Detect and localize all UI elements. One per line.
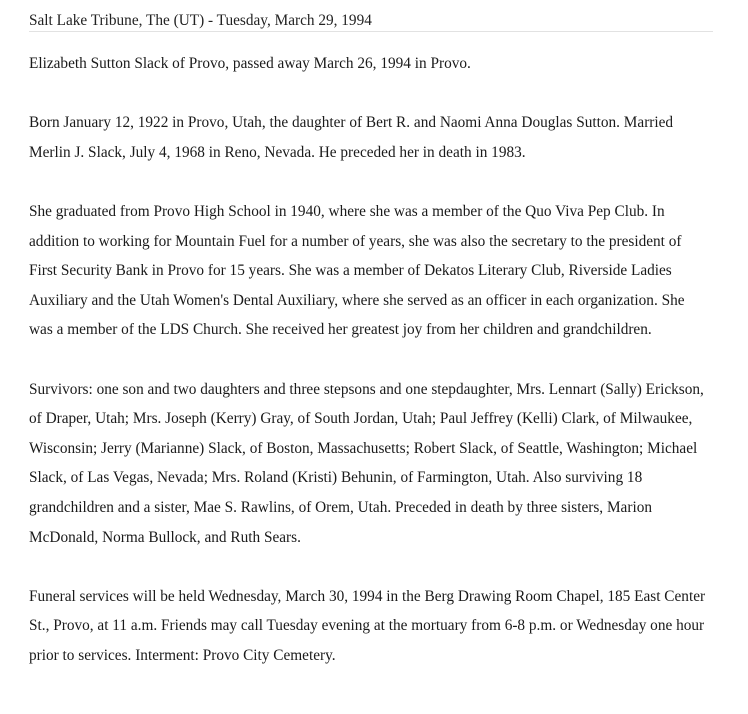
paragraph-birth-marriage: Born January 12, 1922 in Provo, Utah, the daughter of Bert R. and Naomi Anna Douglas Sutton. Married Merlin J. Slack, July 4, 1968 in Reno, Nevada. He preceded her in death in 1983.: [29, 114, 674, 161]
paragraph-funeral-services: Funeral services will be held Wednesday, March 30, 1994 in the Berg Drawing Room Chapel, 185 East Center St., Provo, at 11 a.m. Friends may call Tuesday evening at the mortuary from 6-8 p.m. or Wednesday one hour prior to services. Interment: Provo City Cemetery.: [29, 587, 706, 664]
paragraph-life-career: She graduated from Provo High School in 1940, where she was a member of the Quo Viva Pep Club. In addition to working for Mountain Fuel for a number of years, she was also the secretary to the president of First Security Bank in Provo for 15 years. She was a member of Dekatos Literary Club, Riverside Ladies Auxiliary and the Utah Women's Dental Auxiliary, where she served as an officer in each organization. She was a member of the LDS Church. She received her greatest joy from her children and grandchildren.: [29, 202, 685, 339]
paragraph-survivors: Survivors: one son and two daughters and three stepsons and one stepdaughter, Mrs. Lennart (Sally) Erickson, of Draper, Utah; Mrs. Joseph (Kerry) Gray, of South Jordan, Utah; Paul Jeffrey (Kelli) Clark, of Milwaukee, Wisconsin; Jerry (Marianne) Slack, of Boston, Massachusetts; Robert Slack, of Seattle, Washington; Michael Slack, of Las Vegas, Nevada; Mrs. Roland (Kristi) Behunin, of Farmington, Utah. Also surviving 18 grandchildren and a sister, Mae S. Rawlins, of Orem, Utah. Preceded in death by three sisters, Marion McDonald, Norma Bullock, and Ruth Sears.: [29, 380, 704, 546]
obituary-body: [29, 32, 710, 670]
source-header: Salt Lake Tribune, The (UT) - Tuesday, March 29, 1994: [29, 12, 372, 29]
paragraph-death-notice: Elizabeth Sutton Slack of Provo, passed away March 26, 1994 in Provo.: [29, 55, 471, 72]
